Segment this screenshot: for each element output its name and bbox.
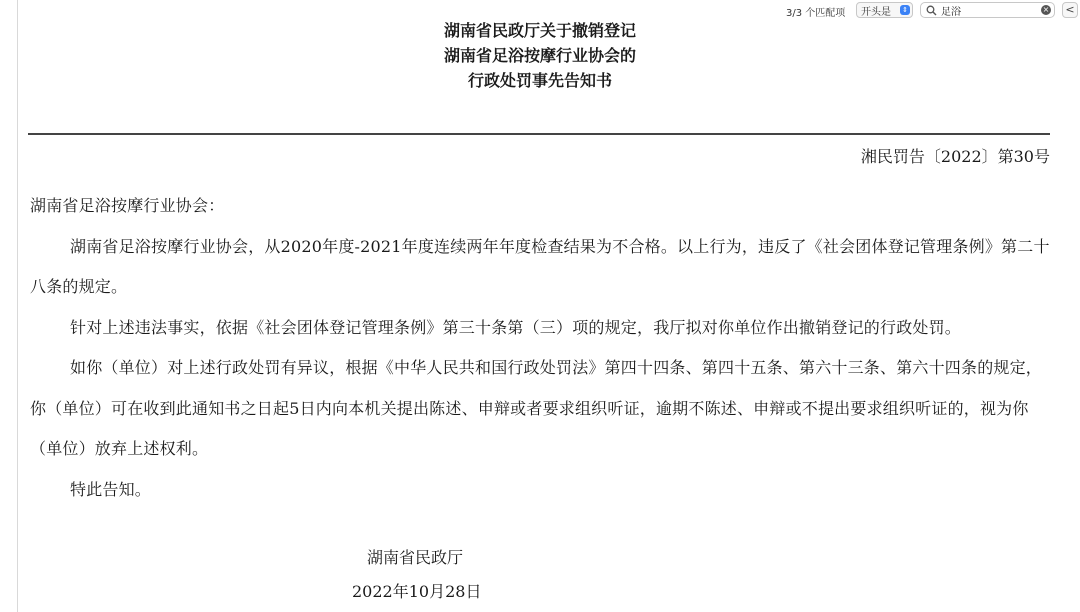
magnifier-icon — [926, 5, 937, 19]
prev-match-button[interactable]: < — [1062, 2, 1078, 18]
document-body — [30, 186, 1050, 510]
signature-date: 2022年10月28日 — [352, 582, 482, 601]
title-line: 行政处罚事先告知书 — [467, 71, 612, 90]
paragraph: 湖南省足浴按摩行业协会，从2020年度-2021年度连续两年年度检查结果为不合格。以上行为，违反了《社会团体登记管理条例》第二十八条的规定。 — [30, 236, 1050, 296]
salutation: 湖南省足浴按摩行业协会： — [30, 196, 225, 215]
document-title — [0, 18, 1080, 93]
title-line: 湖南省民政厅关于撤销登记 — [443, 21, 636, 40]
find-search-box[interactable] — [920, 2, 1055, 18]
find-input[interactable] — [941, 4, 1031, 16]
paragraph: 针对上述违法事实，依据《社会团体登记管理条例》第三十条第（三）项的规定，我厅拟对你单位作出撤销登记的行政处罚。 — [70, 317, 962, 337]
title-divider — [28, 133, 1050, 135]
signature-organization: 湖南省民政厅 — [367, 548, 464, 567]
match-mode-select[interactable] — [856, 2, 913, 18]
match-mode-label: 开头是 — [861, 6, 891, 18]
match-count: 3/3 个匹配项 — [786, 8, 846, 19]
clear-icon[interactable]: × — [1042, 5, 1050, 14]
title-line: 湖南省足浴按摩行业协会的 — [443, 46, 636, 65]
chevron-updown-icon: ⇕ — [900, 5, 910, 15]
paragraph: 特此告知。 — [70, 479, 152, 499]
paragraph: 如你（单位）对上述行政处罚有异议，根据《中华人民共和国行政处罚法》第四十四条、第四十五条、第六十三条、第六十四条的规定，你（单位）可在收到此通知书之日起5日内向本机关提出陈述、申辩或者要求组织听证，逾期不陈述、申辩或不提出要求组织听证的，视为你（单位）放弃上述权利。 — [30, 358, 1043, 458]
document-number: 湘民罚告〔2022〕第30号 — [860, 147, 1050, 166]
